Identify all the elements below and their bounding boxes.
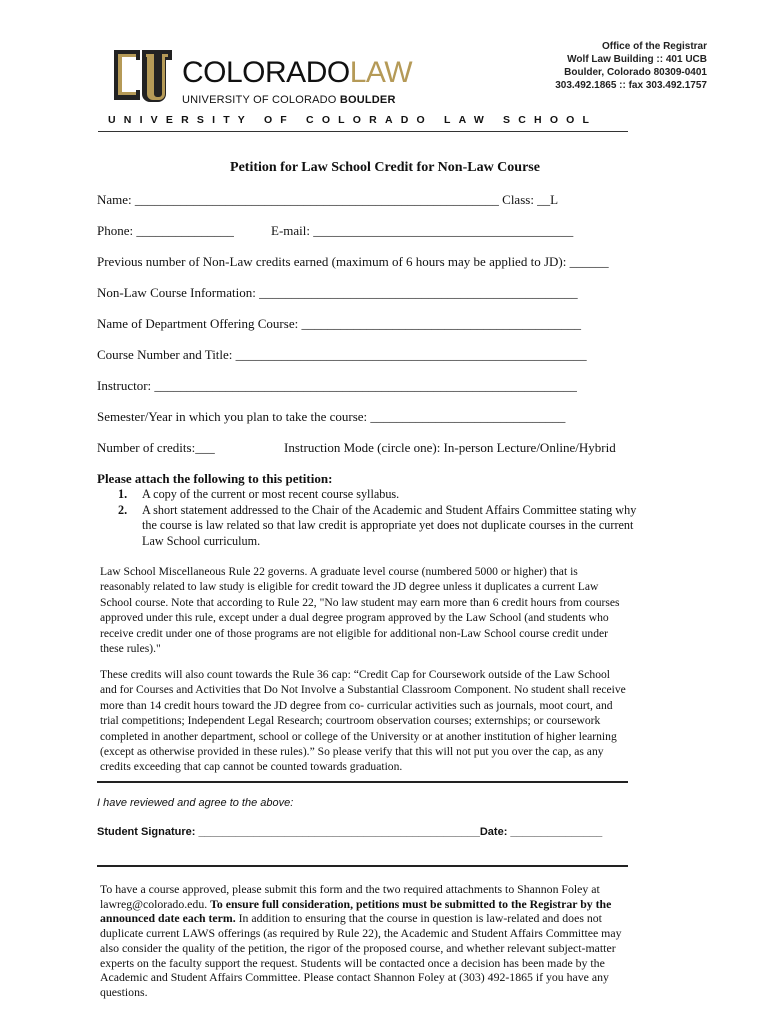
divider — [97, 865, 628, 867]
brand-subtitle — [182, 94, 396, 106]
attachments-list — [118, 487, 638, 549]
school-bar-text: UNIVERSITY OF COLORADO LAW SCHOOL — [108, 114, 598, 126]
footer-text: To have a course approved, please submit this form and the two required attachments to Shannon Foley at lawreg@colorado.edu. — [100, 882, 600, 911]
course-number-field[interactable]: Course Number and Title: ______________________________________________________ — [97, 347, 587, 362]
list-item — [118, 487, 638, 503]
cu-logo-icon — [112, 46, 174, 104]
office-line: Boulder, Colorado 80309-0401 — [564, 67, 707, 78]
brand-law: LAW — [349, 56, 413, 89]
footer-paragraph — [100, 882, 628, 1000]
brand-wordmark — [182, 56, 412, 90]
instructor-field[interactable]: Instructor: _________________________________________________________________ — [97, 378, 577, 393]
page-title: Petition for Law School Credit for Non-Law Course — [230, 160, 540, 175]
divider — [97, 781, 628, 783]
item-text: A short statement addressed to the Chair of the Academic and Student Affairs Committee stating why the course is law related so that law credit is appropriate yet does not duplicate courses in the current Law School curriculum. — [142, 502, 637, 548]
instruction-mode-field[interactable]: Instruction Mode (circle one): In-person Lecture/Online/Hybrid — [284, 440, 616, 455]
office-address — [555, 40, 707, 92]
list-item — [118, 503, 638, 550]
brand-sub-bold: BOULDER — [339, 94, 396, 106]
previous-credits-field[interactable]: Previous number of Non-Law credits earned (maximum of 6 hours may be applied to JD): ______ — [97, 254, 609, 269]
rule36-paragraph: These credits will also count towards the Rule 36 cap: “Credit Cap for Coursework outside of the Law School and for Courses and Activities that Do Not Involve a Substantial Classroom Component. No student shall receive more than 14 credit hours toward the JD degree from co- curricular activities such as journals, moot court, and trial competitions; Independent Legal Research; courtroom observation courses; externships; or coursework completed in another department, school or college of the University or at another institution of higher learning (except as otherwise provided in these rules).” So please verify that this will not put you over the cap, as any credits exceeding that cap cannot be counted towards graduation. — [100, 668, 626, 774]
brand-main: COLORADO — [182, 56, 350, 89]
school-bar — [98, 113, 628, 132]
office-line: 303.492.1865 :: fax 303.492.1757 — [555, 80, 707, 91]
review-statement: I have reviewed and agree to the above: — [97, 797, 294, 809]
department-field[interactable]: Name of Department Offering Course: ___________________________________________ — [97, 316, 581, 331]
office-line: Office of the Registrar — [601, 41, 707, 52]
course-info-field[interactable]: Non-Law Course Information: _________________________________________________ — [97, 285, 578, 300]
brand-sub-prefix: UNIVERSITY OF COLORADO — [182, 94, 340, 106]
email-field[interactable]: E-mail: ________________________________________ — [271, 223, 574, 238]
signature-line[interactable]: Student Signature: ______________________________________________Date: _______________ — [97, 826, 603, 838]
attachments-heading: Please attach the following to this petition: — [97, 471, 333, 486]
rule22-paragraph: Law School Miscellaneous Rule 22 governs. A graduate level course (numbered 5000 or higher) that is reasonably related to law study is eligible for credit toward the JD degree unless it duplicates a current Law School course. Note that according to Rule 22, "No law student may earn more than 6 credit hours from courses approved under this rule, except under a dual degree program approved by the Law School (and students who receive credit under one of those programs are not eligible for additional non-Law School course credit under these rules)." — [100, 565, 620, 656]
item-text: A copy of the current or most recent course syllabus. — [142, 487, 400, 501]
office-line: Wolf Law Building :: 401 UCB — [567, 54, 707, 65]
item-number: 1. — [118, 487, 128, 501]
footer-text: In addition to ensuring that the course in question is law-related and does not duplicate current LAWS offerings (as required by Rule 22), the Academic and Student Affairs Committee may also consider the quality of the petition, the rigor of the proposed course, and whether relevant subject-matter experts on the faculty support the request. Students will be contacted once a decision has been made by the Academic and Student Affairs Committee. Please contact Shannon Foley at (303) 492-1865 if you have any questions. — [100, 911, 622, 999]
name-field[interactable]: Name: ________________________________________________________ Class: __L — [97, 192, 559, 207]
credits-field[interactable]: Number of credits:___ — [97, 440, 215, 455]
footer-bold-text: To ensure full consideration, petitions must be submitted to the Registrar by the announced date each term. — [100, 896, 612, 926]
item-number: 2. — [118, 502, 128, 517]
phone-field[interactable]: Phone: _______________ — [97, 223, 234, 238]
semester-field[interactable]: Semester/Year in which you plan to take the course: ______________________________ — [97, 409, 566, 424]
